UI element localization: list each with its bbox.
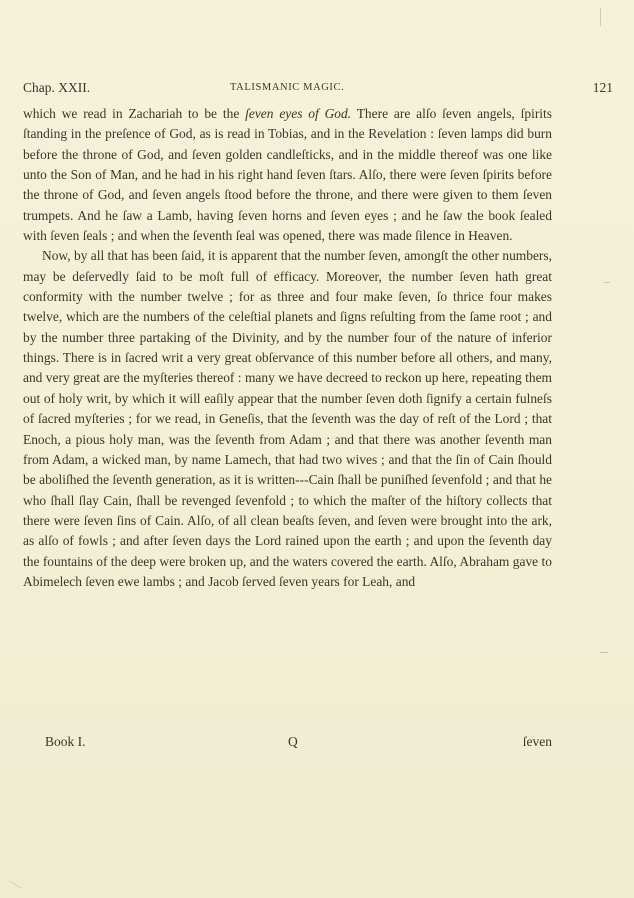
running-title: TALISMANIC MAGIC. [230,82,345,93]
running-header [23,80,613,100]
page-footer [23,734,552,754]
signature-mark: Q [288,734,298,749]
paragraph-1 [23,104,552,246]
signature-book: Book I. [45,734,86,749]
paragraph-2: Now, by all that has been ſaid, it is apparent that the number ſeven, amongſt the other numbers, may be deſervedly ſaid to be moſt full of efficacy. Moreover, the number ſeven hath great conformity with the number twelve ; for as three and four make ſeven, ſo thrice four makes twelve, which are the numbers of the celeſtial planets and ſigns reſulting from the ſame root ; and by the number three partaking of the Divinity, and by the number four of the nature of inferior things. There is in ſacred writ a very great obſervance of this number before all others, and many, and very great are the myſteries thereof : many we have decreed to reckon up here, repeating them out of holy writ, by which it will eaſily appear that the number ſeven doth ſignify a certain fulneſs of ſacred myſteries ; for we read, in Geneſis, that the ſeventh was the day of reſt of the Lord ; that Enoch, a pious holy man, was the ſeventh from Adam ; and that there was another ſeventh man from Adam, a wicked man, by name Lamech, that had two wives ; and that the ſin of Cain ſhould be aboliſhed the ſeventh generation, as it is written---Cain ſhall be puniſhed ſevenfold ; and that he who ſhall ſlay Cain, ſhall be revenged ſevenfold ; to which the maſter of the hiſtory collects that there were ſeven ſins of Cain. Alſo, of all clean beaſts ſeven, and ſeven were brought into the ark, as alſo of fowls ; and after ſeven days the Lord rained upon the earth ; and upon the ſeventh day the fountains of the deep were broken up, and the waters covered the earth. Alſo, Abraham gave to Abimelech ſeven ewe lambs ; and Jacob ſerved ſeven years for Leah, and [23,248,552,589]
paragraph-1-italic-phrase: ſeven eyes of God. [245,106,352,121]
body-text [23,104,552,592]
paragraph-1-text-end: There are alſo ſeven angels, ſpirits ſtanding in the preſence of God, as is read in Tobias, and in the Revelation : ſeven lamps did burn before the throne of God, and ſeven golden candleſticks, and in the middle thereof was one like unto the Son of Man, and he had in his right hand ſeven ſtars. Alſo, there were ſeven ſpirits before the throne of God, and ſeven angels ſtood before the throne, and there were given to them ſeven trumpets. And he ſaw a Lamb, having ſeven horns and ſeven eyes ; and he ſaw the book ſealed with ſeven ſeals ; and when the ſeventh ſeal was opened, there was made ſilence in Heaven. [23,106,552,244]
paper-speck [9,881,22,889]
paper-speck [604,282,610,283]
paragraph-1-text-start: which we read in Zachariah to be the [23,106,246,121]
paper-speck [600,652,608,653]
chapter-heading: Chap. XXII. [23,80,91,95]
paper-speck [600,8,601,26]
catchword: ſeven [522,734,552,749]
page-number: 121 [592,80,613,95]
